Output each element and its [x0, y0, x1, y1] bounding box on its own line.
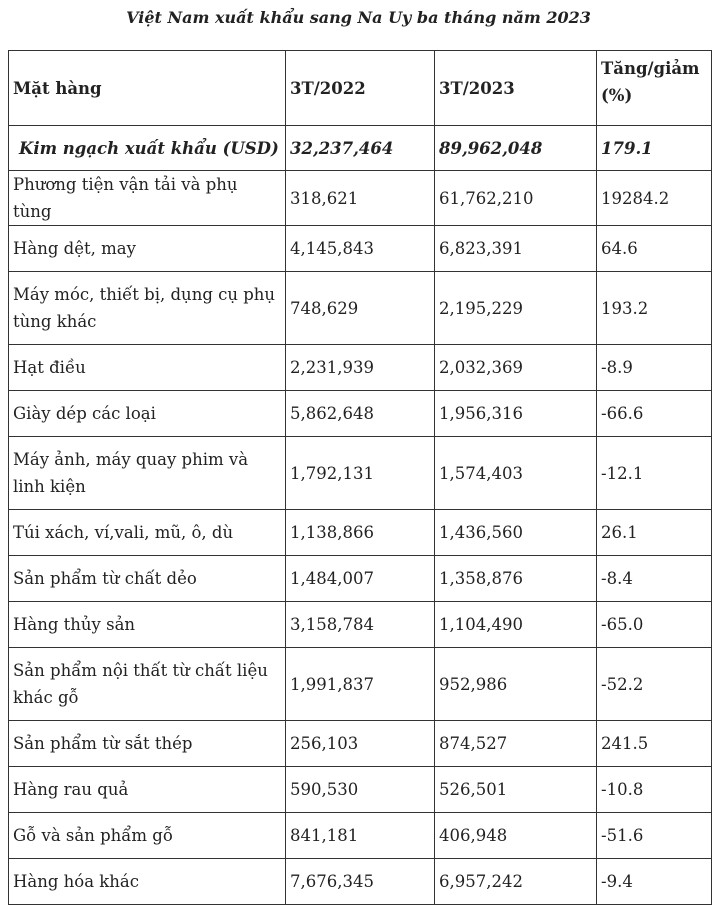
total-3t-2023: 89,962,048	[435, 126, 597, 171]
cell-item: Hàng dệt, may	[9, 226, 286, 272]
cell-change: -9.4	[597, 859, 712, 905]
cell-item: Hàng thủy sản	[9, 602, 286, 648]
cell-3t-2022: 7,676,345	[286, 859, 435, 905]
cell-3t-2023: 6,957,242	[435, 859, 597, 905]
cell-item: Sản phẩm từ sắt thép	[9, 721, 286, 767]
cell-3t-2022: 1,484,007	[286, 556, 435, 602]
cell-item: Phương tiện vận tải và phụ tùng	[9, 171, 286, 226]
total-change: 179.1	[597, 126, 712, 171]
cell-item: Máy ảnh, máy quay phim và linh kiện	[9, 437, 286, 510]
cell-change: -8.9	[597, 345, 712, 391]
cell-3t-2023: 1,574,403	[435, 437, 597, 510]
cell-3t-2022: 841,181	[286, 813, 435, 859]
cell-item: Gỗ và sản phẩm gỗ	[9, 813, 286, 859]
table-row	[9, 272, 712, 345]
cell-3t-2023: 952,986	[435, 648, 597, 721]
total-row	[9, 126, 712, 171]
table-row	[9, 345, 712, 391]
table-title: Việt Nam xuất khẩu sang Na Uy ba tháng năm 2023	[126, 8, 591, 27]
cell-item: Hàng hóa khác	[9, 859, 286, 905]
cell-change: -65.0	[597, 602, 712, 648]
cell-3t-2023: 406,948	[435, 813, 597, 859]
cell-3t-2023: 2,195,229	[435, 272, 597, 345]
cell-3t-2022: 1,138,866	[286, 510, 435, 556]
cell-3t-2022: 1,792,131	[286, 437, 435, 510]
cell-3t-2022: 748,629	[286, 272, 435, 345]
cell-3t-2022: 590,530	[286, 767, 435, 813]
cell-change: -10.8	[597, 767, 712, 813]
cell-change: -51.6	[597, 813, 712, 859]
cell-item: Giày dép các loại	[9, 391, 286, 437]
cell-3t-2023: 6,823,391	[435, 226, 597, 272]
cell-3t-2023: 1,956,316	[435, 391, 597, 437]
table-row	[9, 437, 712, 510]
cell-3t-2023: 1,436,560	[435, 510, 597, 556]
cell-3t-2023: 526,501	[435, 767, 597, 813]
export-table	[8, 50, 712, 905]
header-3t-2022: 3T/2022	[286, 51, 435, 126]
table-row	[9, 859, 712, 905]
table-row	[9, 391, 712, 437]
cell-3t-2022: 3,158,784	[286, 602, 435, 648]
cell-3t-2022: 1,991,837	[286, 648, 435, 721]
cell-change: -52.2	[597, 648, 712, 721]
cell-item: Hạt điều	[9, 345, 286, 391]
cell-3t-2022: 318,621	[286, 171, 435, 226]
cell-3t-2023: 2,032,369	[435, 345, 597, 391]
cell-change: 193.2	[597, 272, 712, 345]
header-change: Tăng/giảm (%)	[597, 51, 712, 126]
cell-change: 19284.2	[597, 171, 712, 226]
total-3t-2022: 32,237,464	[286, 126, 435, 171]
table-row	[9, 602, 712, 648]
cell-3t-2022: 2,231,939	[286, 345, 435, 391]
cell-change: -66.6	[597, 391, 712, 437]
cell-item: Sản phẩm từ chất dẻo	[9, 556, 286, 602]
cell-3t-2022: 256,103	[286, 721, 435, 767]
cell-item: Túi xách, ví,vali, mũ, ô, dù	[9, 510, 286, 556]
table-row	[9, 171, 712, 226]
cell-item: Hàng rau quả	[9, 767, 286, 813]
cell-change: 64.6	[597, 226, 712, 272]
cell-3t-2022: 4,145,843	[286, 226, 435, 272]
cell-change: 241.5	[597, 721, 712, 767]
cell-3t-2023: 1,358,876	[435, 556, 597, 602]
cell-item: Máy móc, thiết bị, dụng cụ phụ tùng khác	[9, 272, 286, 345]
total-item: Kim ngạch xuất khẩu (USD)	[9, 126, 286, 171]
cell-3t-2023: 1,104,490	[435, 602, 597, 648]
table-row	[9, 721, 712, 767]
table-row	[9, 226, 712, 272]
header-3t-2023: 3T/2023	[435, 51, 597, 126]
header-item: Mặt hàng	[9, 51, 286, 126]
cell-change: 26.1	[597, 510, 712, 556]
table-row	[9, 813, 712, 859]
cell-3t-2023: 61,762,210	[435, 171, 597, 226]
header-row	[9, 51, 712, 126]
cell-3t-2023: 874,527	[435, 721, 597, 767]
cell-change: -12.1	[597, 437, 712, 510]
table-row	[9, 767, 712, 813]
cell-3t-2022: 5,862,648	[286, 391, 435, 437]
cell-change: -8.4	[597, 556, 712, 602]
table-row	[9, 556, 712, 602]
table-row	[9, 648, 712, 721]
table-row	[9, 510, 712, 556]
cell-item: Sản phẩm nội thất từ chất liệu khác gỗ	[9, 648, 286, 721]
